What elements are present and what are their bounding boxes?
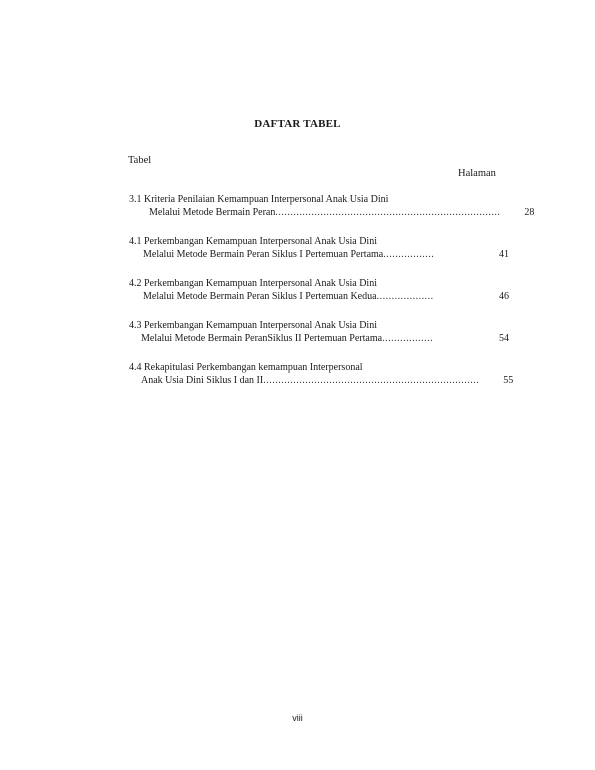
- entry-title: 3.1 Kriteria Penilaian Kemampuan Interpersonal Anak Usia Dini: [129, 194, 389, 205]
- dot-leader: ...........................................................................: [275, 207, 501, 218]
- entry-page-number: 54: [499, 333, 509, 344]
- entry-title-continued: Anak Usia Dini Siklus I dan II: [141, 375, 264, 386]
- dot-leader: ........................................................................: [263, 375, 480, 386]
- list-item: [129, 235, 509, 261]
- list-item: [129, 361, 514, 387]
- column-label-halaman: Halaman: [458, 168, 496, 179]
- list-item: [129, 193, 535, 219]
- entry-title-continued: Melalui Metode Bermain PeranSiklus II Pertemuan Pertama: [141, 333, 383, 344]
- list-item: [129, 319, 509, 345]
- list-item: [129, 277, 509, 303]
- entry-title: 4.2 Perkembangan Kemampuan Interpersonal Anak Usia Dini: [129, 278, 377, 289]
- entry-title: 4.4 Rekapitulasi Perkembangan kemampuan Interpersonal: [129, 362, 363, 373]
- entry-page-number: 41: [499, 249, 509, 260]
- entry-title-continued: Melalui Metode Bermain Peran Siklus I Pertemuan Kedua: [143, 291, 377, 302]
- entry-title: 4.1 Perkembangan Kemampuan Interpersonal Anak Usia Dini: [129, 236, 377, 247]
- dot-leader: .................: [383, 249, 435, 260]
- entry-page-number: 46: [499, 291, 509, 302]
- column-label-tabel: Tabel: [128, 155, 152, 166]
- entry-page-number: 55: [503, 375, 514, 386]
- entry-page-number: 28: [524, 207, 535, 218]
- page-number: viii: [292, 713, 303, 723]
- entry-title-continued: Melalui Metode Bermain Peran: [149, 207, 276, 218]
- entry-title-continued: Melalui Metode Bermain Peran Siklus I Pertemuan Pertama: [143, 249, 384, 260]
- dot-leader: ...................: [376, 291, 434, 302]
- entry-title: 4.3 Perkembangan Kemampuan Interpersonal Anak Usia Dini: [129, 320, 377, 331]
- page-title: DAFTAR TABEL: [254, 118, 341, 130]
- table-list: [129, 193, 535, 403]
- dot-leader: .................: [382, 333, 434, 344]
